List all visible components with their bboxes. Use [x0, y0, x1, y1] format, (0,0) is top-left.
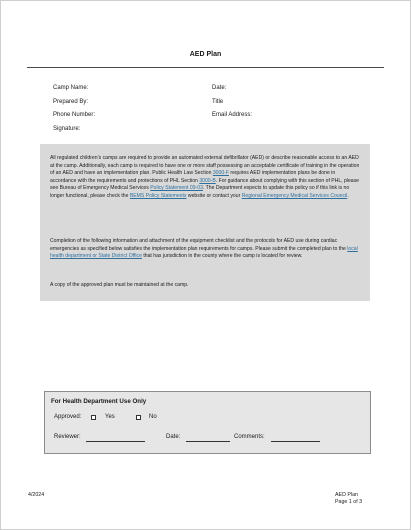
info-text: that has jurisdiction in the county where the camp is located for review.	[141, 253, 303, 260]
footer-doc-name: AED Plan	[335, 492, 358, 498]
phone-number-label: Phone Number:	[53, 112, 96, 118]
yes-label: Yes	[105, 414, 115, 420]
footer-page-number: Page 1 of 3	[335, 499, 363, 505]
document-title: AED Plan	[189, 51, 222, 58]
health-department-title: For Health Department Use Only	[51, 398, 147, 405]
camp-name-label: Camp Name:	[53, 85, 89, 91]
local-health-department-link[interactable]: local health department or State District Office	[50, 245, 358, 260]
phl-3000b-link[interactable]: 3000-B	[199, 177, 216, 184]
regional-ems-council-link[interactable]: Regional Emergency Medical Services Council	[241, 192, 348, 199]
health-department-box	[44, 391, 371, 454]
comments-label: Comments:	[234, 434, 265, 440]
info-text: requires AED implementation plans be done in accordance with the requirements and protections of PHL Section	[50, 170, 336, 184]
footer-date: 4/2024	[28, 492, 45, 498]
comments-field[interactable]	[271, 441, 320, 442]
info-box	[40, 144, 370, 301]
bems-policy-link[interactable]: BEMS Policy Statements	[129, 192, 187, 199]
info-text: website or contact your	[186, 192, 242, 199]
approved-yes-checkbox[interactable]	[91, 415, 96, 420]
no-label: No	[149, 414, 157, 420]
info-paragraph-1	[50, 155, 362, 201]
info-paragraph-3: A copy of the approved plan must be maintained at the camp.	[50, 282, 189, 288]
date-label: Date:	[212, 85, 227, 91]
approved-no-checkbox[interactable]	[136, 415, 141, 420]
email-address-label: Email Address:	[212, 112, 253, 118]
info-text: . For guidance about complying with this section of PHL, please see Bureau of Emergency Medical Services	[50, 177, 360, 192]
title-divider	[27, 67, 384, 68]
phl-3000f-link[interactable]: 3000-F	[212, 170, 229, 177]
policy-statement-link[interactable]: Policy Statement 09-03	[150, 185, 203, 192]
info-text: All regulated children’s camps are required to provide an automated external defibrillator (AED) or describe reasonable access to an AED at the camp. Additionally, each camp is required to have one or more staff possessing an acceptable certificate of training in the operation of an AED and have an implementation plan. Public Health Law Section	[50, 155, 360, 177]
approved-label: Approved:	[54, 414, 82, 420]
info-paragraph-2	[50, 238, 362, 261]
info-text: . The Department expects to update this policy so if this link is no longer functional, please check the	[50, 185, 350, 199]
review-date-field[interactable]	[186, 441, 230, 442]
reviewer-label: Reviewer:	[54, 434, 81, 440]
reviewer-field[interactable]	[86, 441, 145, 442]
title-field-label: Title	[212, 99, 224, 105]
prepared-by-label: Prepared By:	[53, 99, 89, 105]
info-text: .	[347, 192, 349, 199]
date-review-label: Date:	[166, 434, 181, 440]
info-text: Completion of the following information and attachment of the equipment checklist and the protocols for AED use during cardiac emergencies as specified below satisfies the implementation plan requirements for camps. Please submit the completed plan to the	[50, 238, 348, 252]
signature-label: Signature:	[53, 126, 81, 132]
